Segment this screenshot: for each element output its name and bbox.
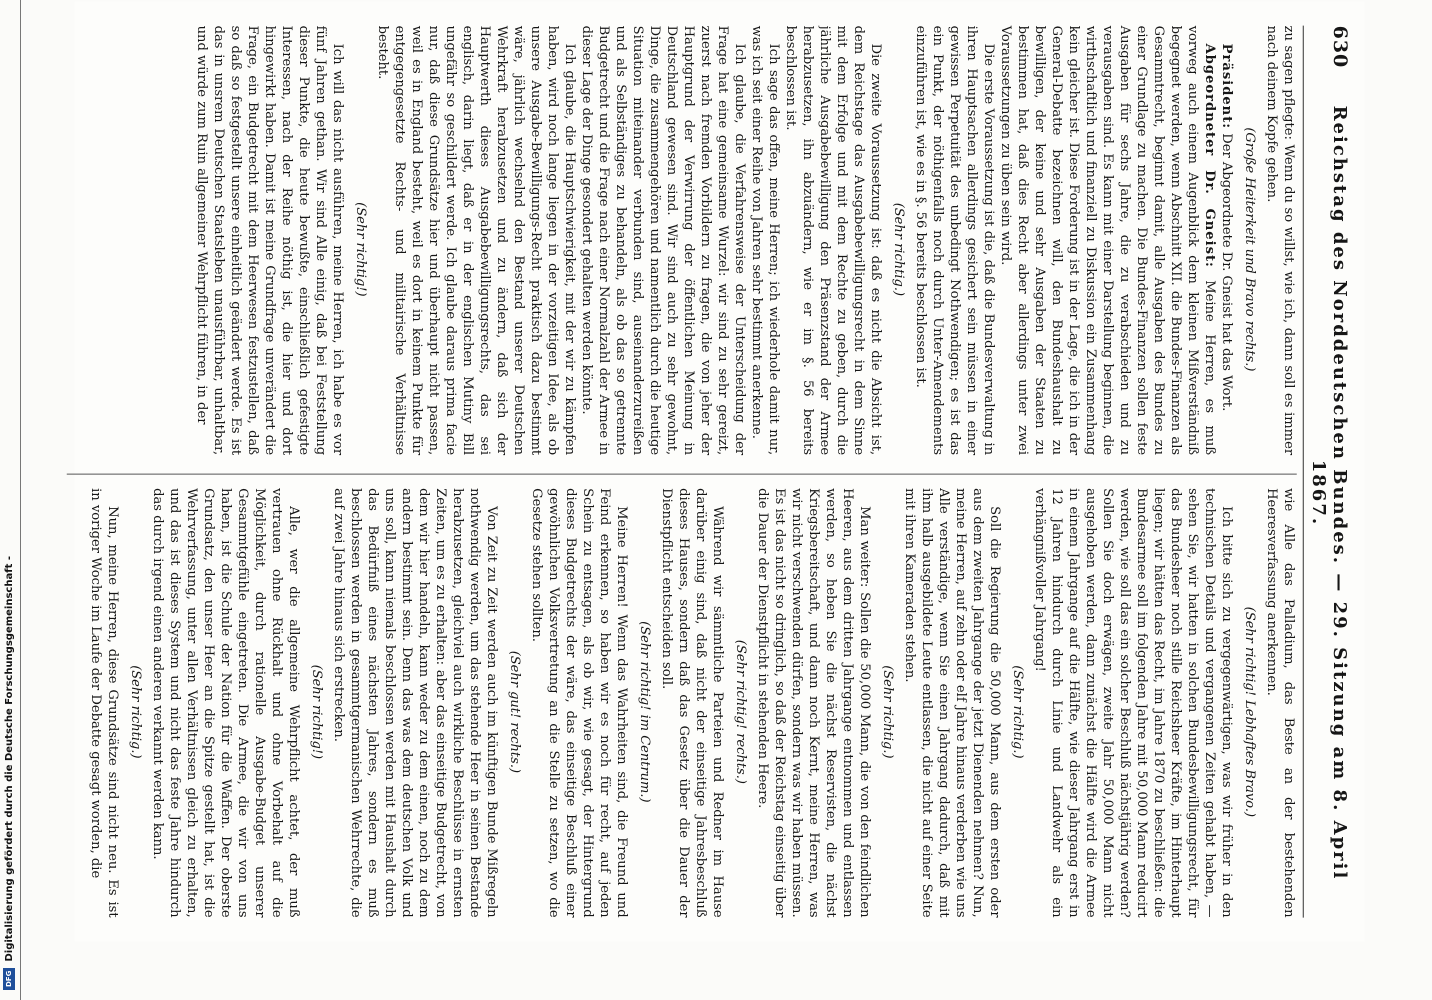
- paragraph: Nun, meine Herren, diese Grundsätze sind nicht neu. Es ist in voriger Woche im Laufe der Debatte gesagt worden, die: [87, 488, 120, 918]
- parenthetical-reaction: (Sehr richtig! rechts.): [732, 639, 748, 784]
- parenthetical-reaction: (Sehr richtig! Lebhaftes Bravo.): [1241, 606, 1257, 818]
- parenthetical-reaction: (Große Heiterkeit und Bravo rechts.): [1241, 127, 1257, 372]
- parenthetical-reaction: (Sehr gut! rechts.): [506, 650, 522, 774]
- speech-text: Meine Herren, es muß vorweg auch einem Augenblick dem kleinen Mißverständniß begegnet werden, wenn Abschnitt XII. die Bundes-Finanzen als Gesammtrecht, beginnt damit, alle Ausgaben des Bundes zu einer Grundlage zu machen. Die Bundes-Finanzen sollen feste Ausgaben für sechs Jahre, die zu verabschieden und zu verausgaben sind. Es kann mit einer Darstellung beginnen, die wirthschaftlich und finanziell zu Diskussion ein Zusammenhang kein gleicher ist. Diese Forderung ist in der Lage, die ich in der General-Debatte bezeichnen will, den Bundeshaushalt zu bewilligen, der keine und sehr Ausgaben der Staaten zu bestimmen hat, daß dies Recht aber allerdings unter zwei Voraussetzungen zu üben sein wird.: [997, 25, 1217, 456]
- paragraph: Ich glaube, die Hauptschwierigkeit, mit der wir zu kämpfen haben, wird noch lange liegen in der vorzeitigen Idee, als ob unsere Ausgabe-Bewilligungs-Recht praktisch dazu bestimmt wäre, jährlich wechselnd den Bestand unserer Deutschen Wehrkraft herabzusetzen und zu ändern, daß sich der Hauptwerth dieses Ausgabebewilligungsrechts, das sei englisch, darin liegt, daß er in der englischen Mutiny Bill ungefähr so geschildert werde. Ich glaube daraus prima facie nur, daß diese Grundsätze hier und überhaupt nicht passen, weil es in England besteht, weil es dort in keinem Punkte für entgegengesetzte Rechts- und militairische Verhältnisse besteht.: [374, 25, 577, 456]
- page-number: 630: [1328, 25, 1351, 69]
- paragraph: Alle, wer die allgemeine Wehrpflicht achtet, der muß vertrauen ohne Rückhalt und ohne Vorbehalt auf die Möglichkeit, durch rationelle Ausgabe-Budget unserer Gesammtgefühle eingetreten. Die Armee, die wir von uns haben, ist die Schule der Nation für die Waffen. Der oberste Grundsatz, den unser Heer an die Spitze gestellt hat, ist die Wehrverfassung, unter allen Verhältnissen gleich zu erhalten, und das ist dieses System und nicht das feste Jahre hindurch das durch irgend einen anderen verkannt werden kann.: [149, 488, 301, 918]
- paragraph: Ich glaube, die Verfahrensweise der Unterscheidung der Frage hat eine gemeinsame Wurzel: wir sind zu sehr gereizt, zuerst nach fremden Vorbildern zu fragen, die von jeher der Hauptgrund der Verwirrung der öffentlichen Meinung in Deutschland gewesen sind. Wir sind auch zu sehr gewohnt, Dinge, die zusammengehören und namentlich durch die heutige Situation miteinander verbunden sind, auseinanderzureißen und als Selbständiges zu behandeln, als ob das so getrennte Budgetrecht und die Frage nach einer Normalzahl der Armee in dieser Lage der Dinge gesondert gehalten werden könnte.: [578, 25, 747, 456]
- parenthetical-reaction: (Sehr richtig.): [127, 665, 143, 759]
- parenthetical-reaction: (Sehr richtig.): [1009, 665, 1025, 759]
- paragraph: Meine Herren! Wenn das Wahrheiten sind, die Freund und Feind erkennen, so haben wir es noch für recht, auf jeden Schein zu entsagen, als ob wir, wie gesagt, der Hintergrund dieses Budgetrechts der wäre, das einseitige Beschluß einer gewöhnlichen Volksvertretung an die Stelle zu setzen, wo die Gesetze stehen sollten.: [528, 488, 629, 918]
- left-column: [67, 26, 1297, 456]
- document-page: [75, 2, 1365, 942]
- speech-text: Der Abgeordnete Dr. Gneist hat das Wort.: [1218, 129, 1234, 412]
- paragraph: Man weiter: Sollen die 50,000 Mann, die von den feindlichen Heeren, aus dem dritten Jahrgange entnommen und entlassen werden, so heben Sie die nächst Reservisten, die nächst Kriegsbereitschaft, und dann noch Kernt, meine Herren, was wir nicht verschwenden dürfen, sondern was wir haben müssen. Es ist das nicht so dringlich, so daß der Reichstag einseitig über die Dauer der Dienstpflicht in stehenden Heere.: [754, 488, 872, 918]
- dfg-logo-icon: DFG: [3, 968, 15, 990]
- paragraph: Ich bitte sich zu vergegenwärtigen, was wir früher in den technischen Details und vergangenen Zeiten gehabt haben, — sehen Sie, wir hatten in solchen Bundesbewilligungsrecht, für das Bundesheer noch stille Reichsheer Kräfte, im Hinterhaupt liegen; wir hätten das Recht, im Jahre 1870 zu beschließen: die Bundesarmee soll im folgenden Jahre mit 50,000 Mann reducirt werden, wie soll das ein solcher Beschluß nächstjährig werden? Sollen Sie doch erwägen, zweite Jahr 50,000 Mann nicht ausgehoben werden, dann zunächst die Hälfte wird die Armee in einem Jahrgange auf die Hälfte, wie dieser Jahrgang erst in 12 Jahren hindurch durch Linie und Landwehr als ein verhängnißvoller Jahrgang!: [1031, 488, 1234, 918]
- paragraph: Ich sage das offen, meine Herren; ich wiederhole damit nur, was ich seit einer Reihe von Jahren sehr bestimmt anerkenne.: [748, 25, 781, 456]
- running-title: Reichstag des Norddeutschen Bundes. — 29. Sitzung am 8. April 1867.: [1307, 105, 1350, 881]
- paragraph: Die zweite Voraussetzung ist: daß es nicht die Absicht ist, dem Reichstage das Ausgabebewilligungsrecht in dem Sinne mit dem Erfolge und mit dem Rechte zu geben, durch die jährliche Ausgabebewilligung den Präsenzstand der Armee herabzusetzen, ihn abzuändern, wie er im §. 56 bereits beschlossen ist.: [782, 25, 883, 456]
- speaker-name: Abgeordneter Dr. Gneist:: [1201, 43, 1217, 268]
- paragraph: Ich will das nicht ausführen, meine Herren, ich habe es vor fünf Jahren gethan. Wir sind Alle einig, daß bei Feststellung dieser Punkte, die heute bewußte, einschließlich gefestigte Interessen, nach der Reihe nöthig ist, die hier und dort hingewirkt haben. Damit ist meine Grundfrage unverändert die Frage, ein Budgetrecht mit dem Heerwesen festzustellen, daß so daß so festgestellt unsere einheitlich geändert werde. Es ist das in unsrem Deutschen Staatsleben unausführbar, unhaltbar, und würde zum Ruin allgemeiner Wehrpflicht führen, in der: [193, 25, 345, 456]
- paragraph: wie Alle das Palladium, das Beste an der bestehenden Heeresverfassung anerkennen.: [1263, 488, 1296, 918]
- speaker-name: Präsident:: [1218, 43, 1234, 130]
- parenthetical-reaction: (Sehr richtig.): [890, 202, 906, 297]
- text-columns: [67, 26, 1297, 918]
- footer-text: Digitalisierung gefördert durch die Deutsche Forschungsgemeinschaft -: [3, 556, 15, 962]
- speaker-paragraph: [997, 26, 1218, 456]
- parenthetical-reaction: (Sehr richtig!): [308, 664, 324, 760]
- speaker-paragraph: [1218, 26, 1235, 456]
- paragraph: Die erste Voraussetzung ist die, daß die Bundesverwaltung in ihren Hauptsachen allerdings gesichert sein müssen in einer gewissen Perpetuität des unbedingt Nothwendigen; es ist das ein Punkt, der nöthigenfalls noch durch Unter-Amendements einzuführen ist, wie es in §. 56 bereits beschlossen ist.: [912, 25, 996, 456]
- paragraph: Von Zeit zu Zeit werden auch im künftigen Bunde Mißregeln nothwendig werden, um das stehende Heer in seinen Bestande herabzusetzen, gleichviel auch wirkliche Beschlüsse in ernsten Zeiten, um es zu erhalten: aber das einseitige Budgetrecht, von dem wir hier handeln, kann weder zu dem einen, noch zu dem andern bestimmt sein. Denn das was dem deutschen Volk und uns soll, kann niemals beschlossen werden mit Haushalt durch das Bedürfniß eines nächsten Jahres, sondern es muß beschlossen werden in gesammtgermanischen Wehrrechte, die auf zwei Jahre hinaus sich erstrecken.: [330, 488, 499, 918]
- scan-edge-line: [20, 0, 21, 1000]
- parenthetical-reaction: (Sehr richtig.): [879, 665, 895, 759]
- right-column: [67, 473, 1297, 918]
- paragraph: Während wir sämmtliche Parteien und Redner im Hause darüber einig sind, daß nicht der einseitige Jahresbeschluß dieses Hauses, sondern daß das Gesetz über die Dauer der Dienstpflicht entscheiden soll.: [658, 488, 725, 918]
- parenthetical-reaction: (Sehr richtig!): [352, 202, 368, 297]
- parenthetical-reaction: (Sehr richtig! im Centrum.): [636, 621, 652, 803]
- paragraph: Soll die Regierung die 50,000 Mann, aus dem ersten oder aus dem zweiten Jahrgange der jetzt Dienenden nehmen? Nun, meine Herren, auf zehn oder elf Jahre hinaus verderben wie uns Alle verständige, wenn Sie einen Jahrgang dadurch, daß mit ihm halb ausgebildete Leute entlassen, die nicht auf einer Seite mit ihren Kameraden stehen.: [901, 488, 1002, 918]
- page-header: [1303, 26, 1351, 918]
- dfg-footer: [2, 20, 16, 990]
- paragraph: zu sagen pflegte: Wenn du so willst, wie ich, dann soll es immer nach deinem Kopfe gehen.: [1263, 25, 1296, 456]
